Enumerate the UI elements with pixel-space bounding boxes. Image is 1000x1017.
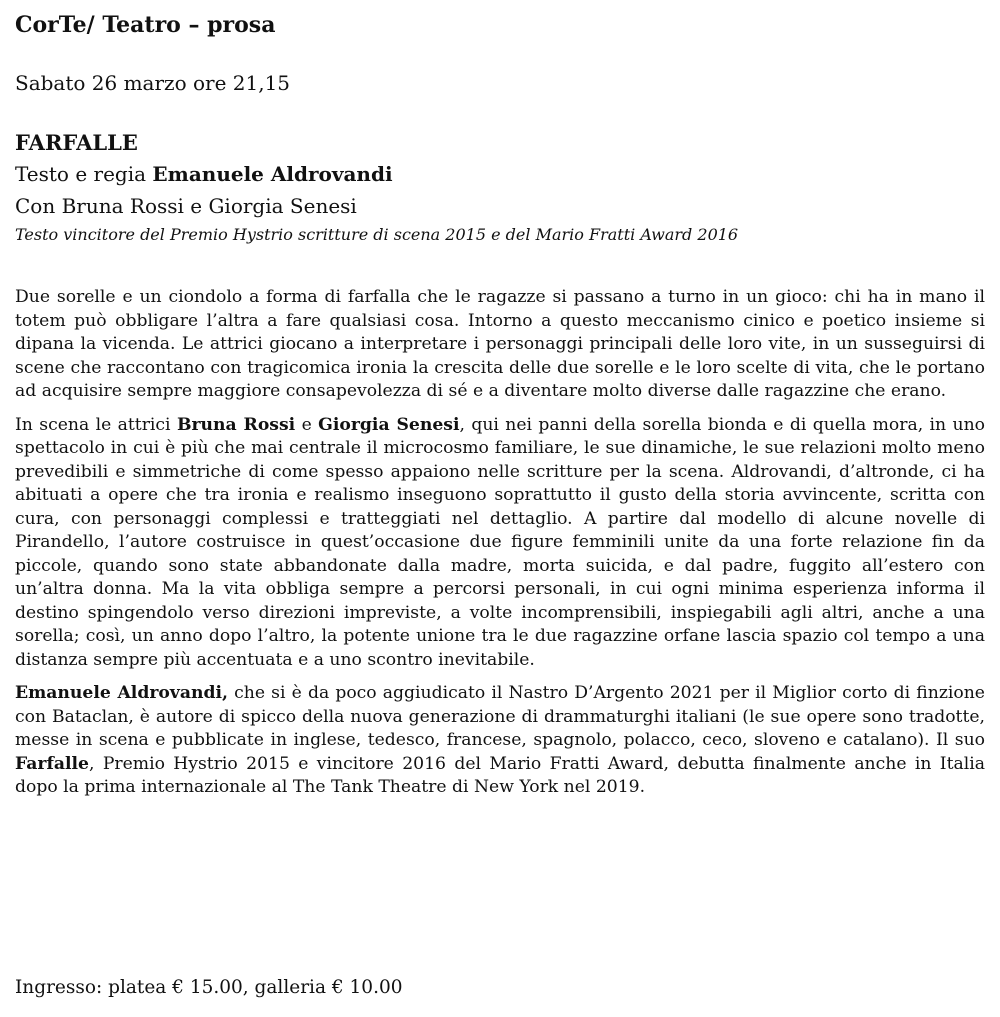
text-run: e <box>295 414 319 435</box>
text-run: , Premio Hystrio 2015 e vincitore 2016 del Mario Fratti Award, debutta finalmente anche in Italia dopo la prima internazionale al The Tank Theatre di New York nel 2019. <box>15 753 985 797</box>
actress-name: Bruna Rossi <box>176 414 296 435</box>
cast-line: Con Bruna Rossi e Giorgia Senesi <box>15 194 357 218</box>
ticket-prices: Ingresso: platea € 15.00, galleria € 10.00 <box>15 977 403 998</box>
section-heading: CorTe/ Teatro – prosa <box>15 12 276 38</box>
text-run: , qui nei panni della sorella bionda e di quella mora, in uno spettacolo in cui è più che mai centrale il microcosmo familiare, le sue dinamiche, le sue relazioni molto meno prevedibili e simmetriche di come spesso appaiono nelle scritture per la scena. Aldrovandi, d’altronde, ci ha abituati a opere che tra ironia e realismo inseguono soprattutto il gusto della storia avvincente, scritta con cura, con personaggi complessi e tratteggiati nel dettaglio. A partire dal modello di alcune novelle di Pirandello, l’autore costruisce in quest’occasione due figure femminili unite da una forte relazione fin da piccole, quando sono state abbandonate dalla madre, morta suicida, e dal padre, fuggito all’estero con un’altra donna. Ma la vita obbliga sempre a percorsi personali, in cui ogni minima esperienza informa il destino spingendolo verso direzioni impreviste, a volte incomprensibili, inspiegabili agli altri, anche a una sorella; così, un anno dopo l’altro, la potente unione tra le due ragazzine orfane lascia spazio col tempo a una distanza sempre più accentuata e a uno scontro inevitabile. <box>15 414 986 670</box>
paragraph-cast <box>15 414 985 673</box>
paragraph-author <box>15 682 985 800</box>
work-title: Farfalle <box>15 753 89 774</box>
document-page <box>15 8 986 998</box>
text-run: che si è da poco aggiudicato il Nastro D’Argento 2021 per il Miglior corto di finzione con Bataclan, è autore di spicco della nuova generazione di drammaturghi italiani (le sue opere sono tradotte, messe in scena e pubblicate in inglese, tedesco, francese, spagnolo, polacco, ceco, sloveno e catalano). Il suo <box>15 683 985 750</box>
award-note: Testo vincitore del Premio Hystrio scritture di scena 2015 e del Mario Fratti Award 2016 <box>15 225 739 244</box>
show-title: FARFALLE <box>15 130 138 155</box>
direction-prefix: Testo e regia <box>15 162 153 186</box>
actress-name: Giorgia Senesi <box>318 414 460 435</box>
author-name: Emanuele Aldrovandi, <box>15 683 229 703</box>
description <box>15 286 985 810</box>
direction-credit <box>15 158 985 190</box>
director-name: Emanuele Aldrovandi <box>152 162 393 186</box>
event-datetime: Sabato 26 marzo ore 21,15 <box>15 71 291 95</box>
text-run: In scena le attrici <box>15 414 177 435</box>
paragraph-plot: Due sorelle e un ciondolo a forma di farfalla che le ragazze si passano a turno in un gioco: chi ha in mano il totem può obbligare l’altra a fare qualsiasi cosa. Intorno a questo meccanismo cinico e poetico insieme si dipana la vicenda. Le attrici giocano a interpretare i personaggi principali delle loro vite, in un susseguirsi di scene che raccontano con tragicomica ironia la crescita delle due sorelle e le loro scelte di vita, che le portano ad acquisire sempre maggiore consapevolezza di sé e a diventare molto diverse dalle ragazzine che erano. <box>15 287 985 401</box>
show-info <box>15 128 985 248</box>
